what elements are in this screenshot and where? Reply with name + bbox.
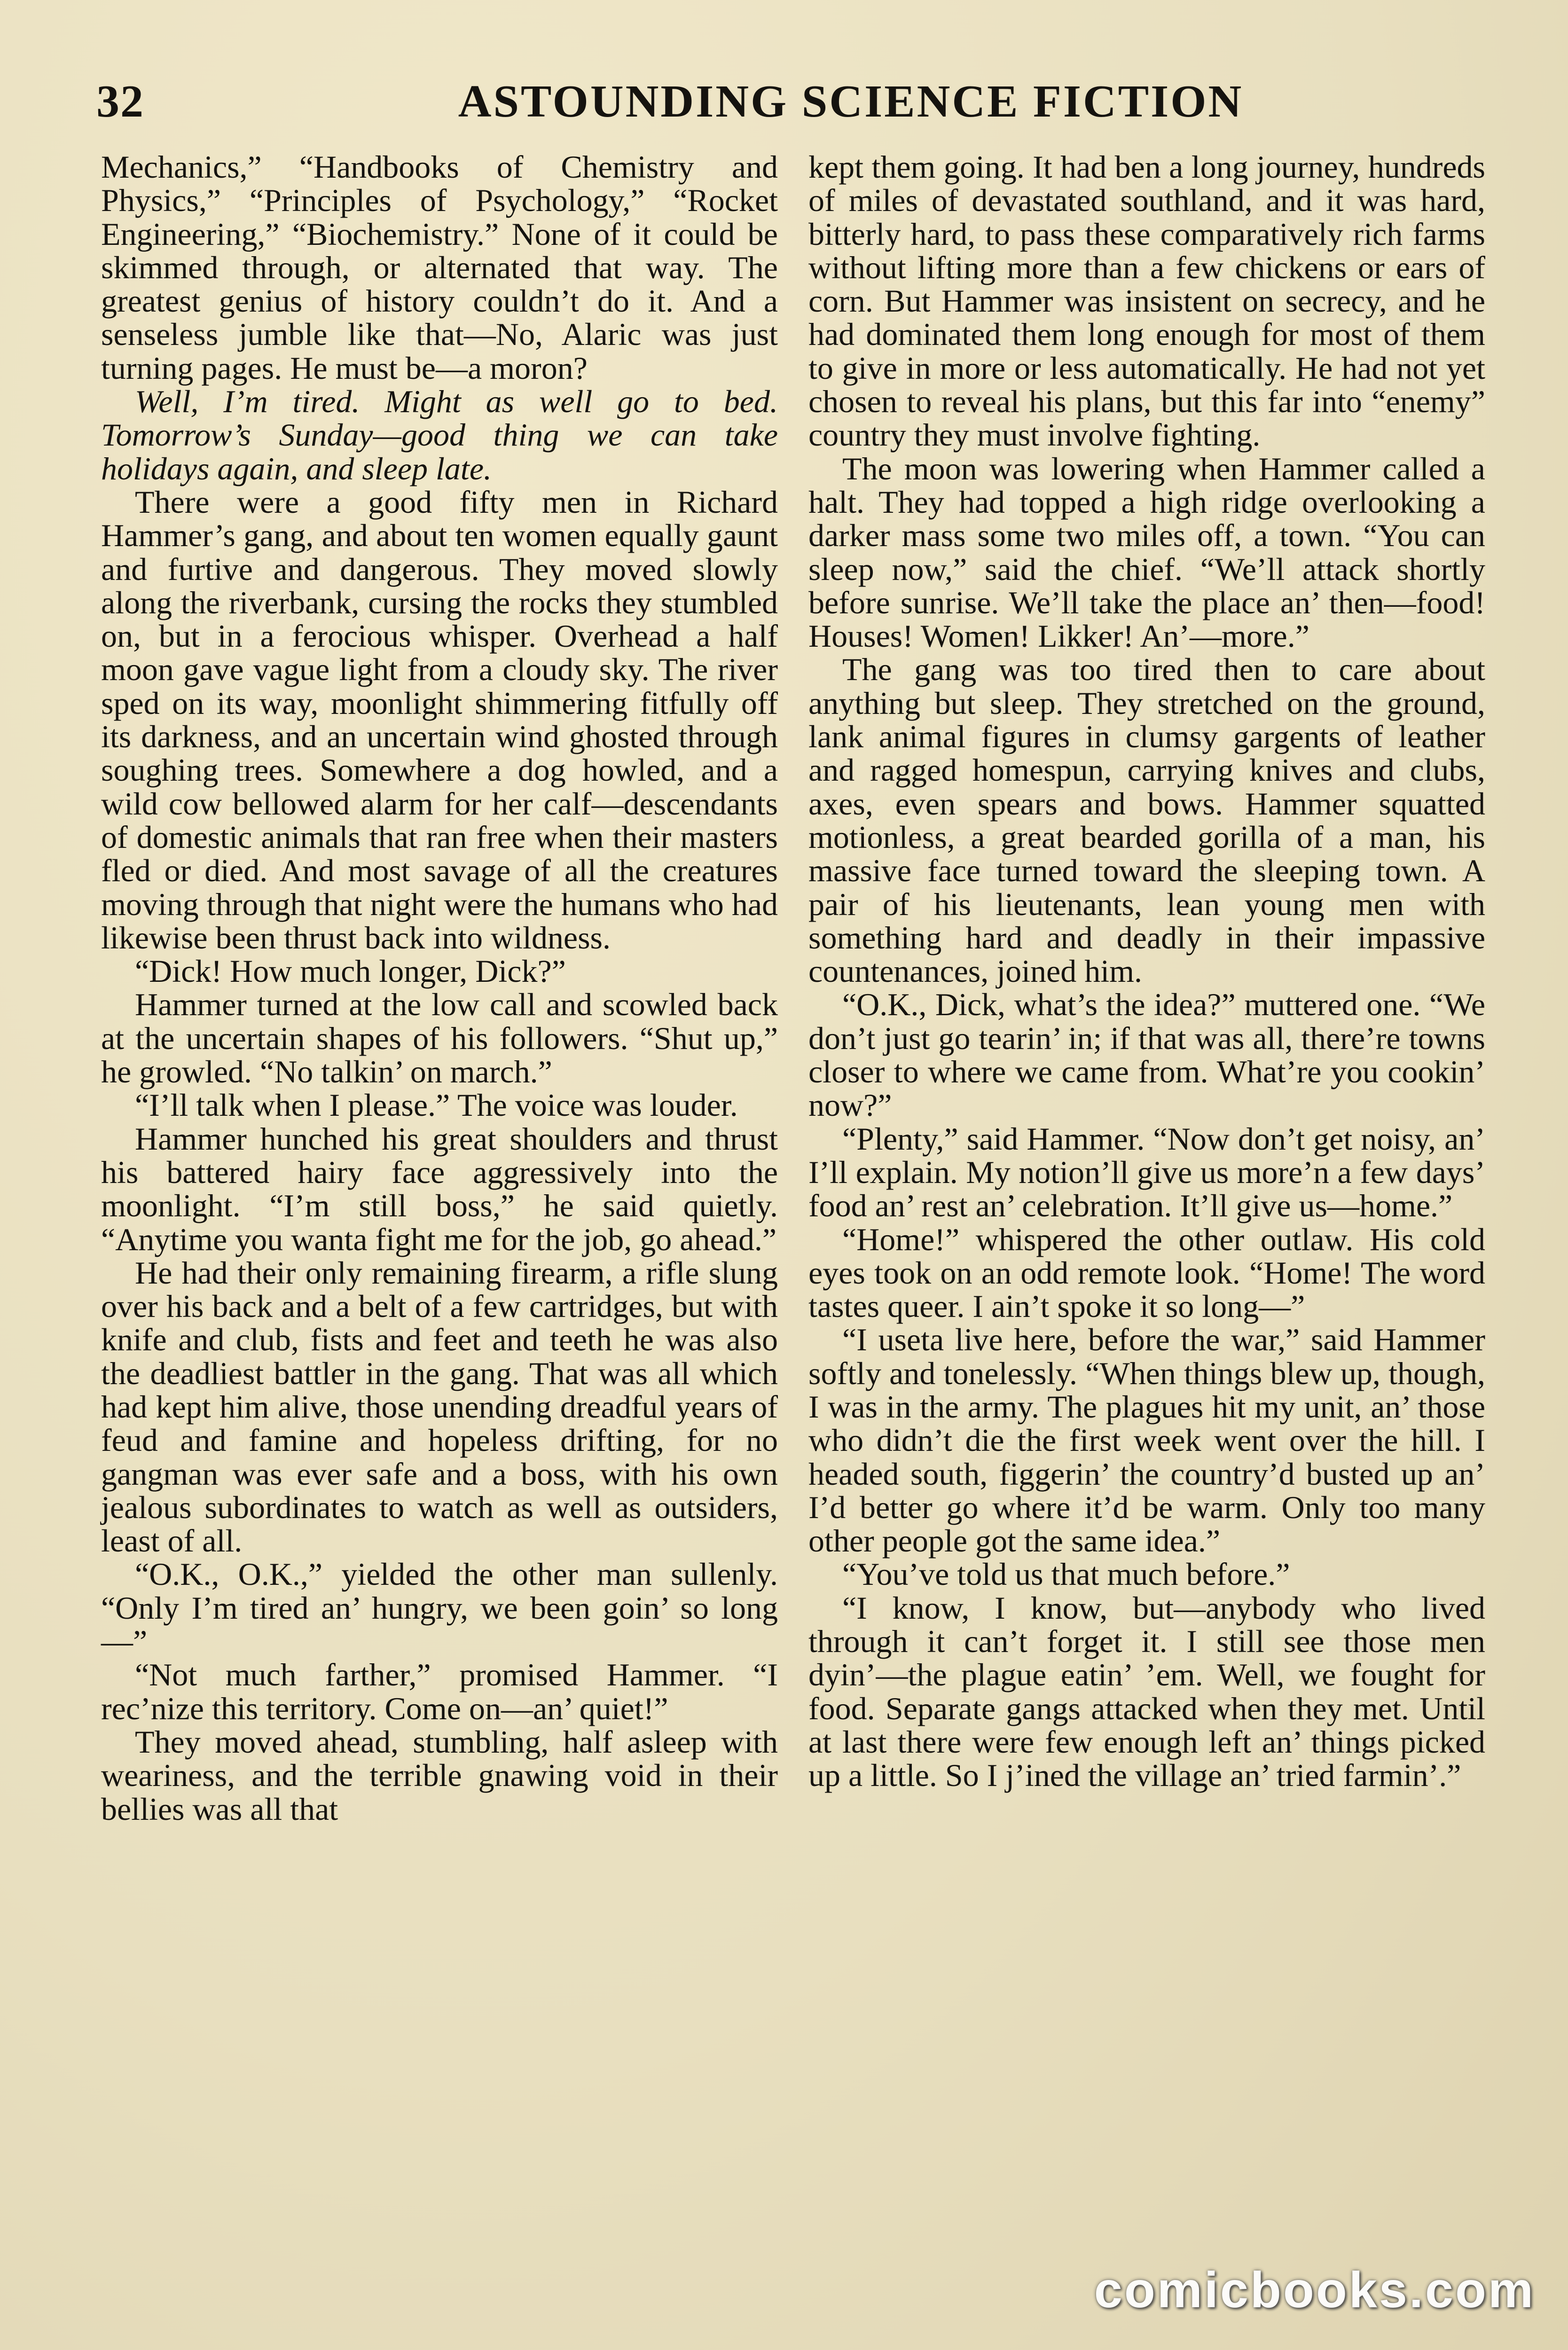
paragraph: Well, I’m tired. Might as well go to bed. Tomorrow’s Sunday—good thing we can take holidays again, and sleep late. [101, 384, 778, 486]
page-header [96, 66, 1488, 136]
paragraph: “Not much farther,” promised Hammer. “I rec’nize this territory. Come on—an’ quiet!” [101, 1657, 778, 1726]
paragraph: “Dick! How much longer, Dick?” [135, 953, 566, 989]
paragraph: “Plenty,” said Hammer. “Now don’t get noisy, an’ I’ll explain. My notion’ll give us more’n a few days’ food an’ rest an’ celebration. It’ll give us—home.” [808, 1120, 1485, 1224]
paragraph: “I useta live here, before the war,” said Hammer softly and tonelessly. “When things blew up, though, I was in the army. The plagues hit my unit, an’ those who didn’t die the first week went over the hill. I headed south, figgerin’ the country’d busted up an’ I’d better go where it’d be warm. Only too many other people got the same idea.” [808, 1322, 1485, 1559]
paragraph: “Home!” whispered the other outlaw. His cold eyes took on an odd remote look. “Home! The word tastes queer. I ain’t spoke it so long—” [808, 1221, 1485, 1324]
paragraph: The moon was lowering when Hammer called a halt. They had topped a high ridge overlooking a darker mass some two miles off, a town. “You can sleep now,” said the chief. “We’ll attack shortly before sunrise. We’ll take the place an’ then—food! Houses! Women! Likker! An’—more.” [808, 450, 1485, 654]
paragraph: kept them going. It had ben a long journey, hundreds of miles of devastated southland, and it was hard, bitterly hard, to pass these comparatively rich farms without lifting more than a few chickens or ears of corn. But Hammer was insistent on secrecy, and he had dominated them long enough for most of them to give in more or less automatically. He had not yet chosen to reveal his plans, but this far into “enemy” country they must involve fighting. [808, 149, 1485, 453]
paragraph: “O.K., O.K.,” yielded the other man sullenly. “Only I’m tired an’ hungry, we been goin’ so long—” [101, 1556, 778, 1660]
paragraph: There were a good fifty men in Richard Hammer’s gang, and about ten women equally gaunt and furtive and dangerous. They moved slowly along the riverbank, cursing the rocks they stumbled on, but in a ferocious whisper. Overhead a half moon gave vague light from a cloudy sky. The river sped on its way, moonlight shimmering fitfully off its darkness, and an uncertain wind ghosted through soughing trees. Somewhere a dog howled, and a wild cow bellowed alarm for her calf—descendants of domestic animals that ran free when their masters fled or died. And most savage of all the creatures moving through that night were the humans who had likewise been thrust back into wildness. [101, 484, 778, 956]
paragraph: He had their only remaining firearm, a rifle slung over his back and a belt of a few cartridges, but with knife and club, fists and feet and teeth he was also the deadliest battler in the gang. That was all which had kept him alive, those unending dreadful years of feud and famine and hopeless drifting, for no gangman was ever safe and a boss, with his own jealous subordinates to watch as well as outsiders, least of all. [101, 1254, 778, 1559]
paragraph: “I know, I know, but—anybody who lived through it can’t forget it. I still see those men dyin’—the plague eatin’ ’em. Well, we fought for food. Separate gangs attacked when they met. Until at last there were few enough left an’ things picked up a little. So I j’ined the village an’ tried farmin’.” [808, 1590, 1485, 1794]
paragraph: “I’ll talk when I please.” The voice was louder. [135, 1087, 738, 1123]
paragraph: Hammer turned at the low call and scowled back at the uncertain shapes of his followers. “Shut up,” he growled. “No talkin’ on march.” [101, 987, 778, 1090]
paragraph: Hammer hunched his great shoulders and thrust his battered hairy face aggressively into the moonlight. “I’m still boss,” he said quietly. “Anytime you wanta fight me for the job, go ahead.” [101, 1120, 778, 1257]
paragraph: The gang was too tired then to care about anything but sleep. They stretched on the ground, lank animal figures in clumsy gargents of leather and ragged homespun, carrying knives and clubs, axes, even spears and bows. Hammer squatted motionless, a great bearded gorilla of a man, his massive face turned toward the sleeping town. A pair of his lieutenants, lean young men with something hard and deadly in their impassive countenances, joined him. [808, 651, 1485, 989]
site-watermark: comicbooks.com [1094, 2261, 1535, 2318]
left-text-column [101, 150, 778, 1826]
paragraph: They moved ahead, stumbling, half asleep with weariness, and the terrible gnawing void in their bellies was all that [101, 1723, 778, 1827]
right-text-column [808, 150, 1485, 1793]
page-number: 32 [96, 76, 144, 127]
paragraph: Mechanics,” “Handbooks of Chemistry and Physics,” “Principles of Psychology,” “Rocket Engineering,” “Biochemistry.” None of it could be skimmed through, or alternated that way. The greatest genius of history couldn’t do it. And a senseless jumble like that—No, Alaric was just turning pages. He must be—a moron? [101, 149, 778, 386]
paragraph: “O.K., Dick, what’s the idea?” muttered one. “We don’t just go tearin’ in; if that was all, there’re towns closer to where we came from. What’re you cookin’ now?” [808, 987, 1485, 1123]
paragraph: “You’ve told us that much before.” [842, 1556, 1290, 1592]
magazine-title: ASTOUNDING SCIENCE FICTION [458, 76, 1244, 127]
